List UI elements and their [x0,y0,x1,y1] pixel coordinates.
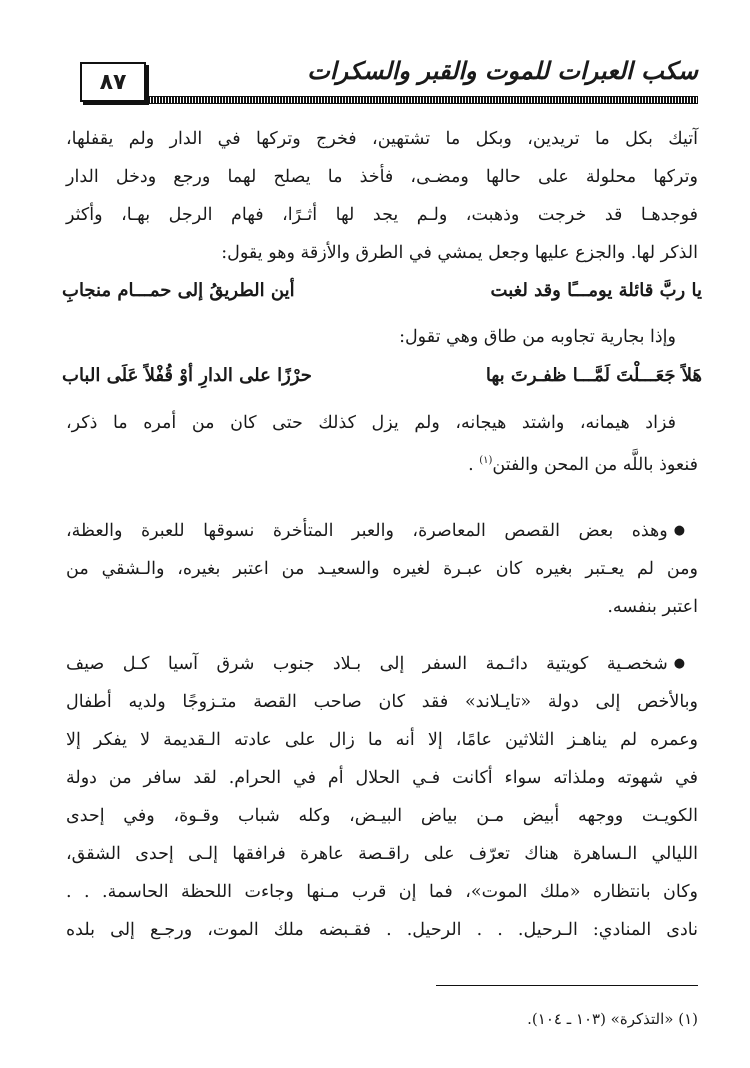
page-number: ٨٧ [80,62,146,102]
page-header [80,50,698,106]
text-line [66,512,698,550]
text-line: الكويـت ووجهه أبيض مـن بياض البيـض، وكله شباب وقـوة، وفي إحدى [66,806,698,826]
verse-1 [62,272,702,310]
text-line: ومن لم يعـتبر بغيره كان عبـرة لغيره والسعيـد من اعتبر بغيره، والـشقي من [66,559,698,579]
text-span: فنعوذ باللَّه من المحن والفتن [492,454,698,475]
verse-intro [66,318,698,356]
paragraph-2 [66,404,698,480]
paragraph-3 [66,512,698,626]
text-line: نادى المنادي: الـرحيل. . . الرحيل. . فقـبضه ملك الموت، ورجـع إلى بلده [66,920,698,940]
text-line: فزاد هيمانه، واشتد هيجانه، ولم يزل كذلك حتى كان من أمره ما ذكر، [66,413,676,433]
footnote: (١) «التذكرة» (١٠٣ ـ ١٠٤). [527,1010,698,1028]
text-line: الليالي الـساهرة هناك تعرّف على راقـصة عاهرة فرافقها إلـى إحدى الشقق، [66,844,698,864]
paragraph-4 [66,645,698,949]
footnote-rule [436,985,698,986]
verse-hemistich-second: حرْزًا على الدارِ أوْ قُفْلاً عَلَى الباب [62,365,312,386]
footnote-marker: (١) [479,455,493,466]
text-span: وهذه بعض القصص المعاصرة، والعبر المتأخرة نسوقها للعبرة والعظة، [66,521,668,541]
text-line: اعتبر بنفسه. [607,597,698,617]
text-span: . [468,454,480,475]
paragraph-1 [66,120,698,272]
text-line: فوجدهـا قد خرجت وذهبت، ولـم يجد لها أثـرًا، فهام الرجل بهـا، وأكثر [66,205,698,225]
verse-hemistich-first: هَلاً جَعَـــلْتَ لَمَّـــا ظفـرتَ بها [485,365,702,386]
text-line: وإذا بجارية تجاوبه من طاق وهي تقول: [399,327,676,347]
text-line: وكان بانتظاره «ملك الموت»، فما إن قرب مـنها وجاءت اللحظة الحاسمة. . . [66,882,698,902]
text-span: شخصـية كويتية دائـمة السفر إلى بـلاد جنوب شرق آسيا كـل صيف [66,654,668,674]
text-line: في شهوته وملذاته سواء أكانت فـي الحلال أم في الحرام. لقد سافر من دولة [66,768,698,788]
bullet-icon: ● [673,523,698,538]
verse-hemistich-second: أين الطريقُ إلى حمـــام منجابِ [62,280,295,301]
text-line: وتركها محلولة على حالها ومضـى، فأخذ ما يصلح لهما ورجع ودخل الدار [66,167,698,187]
text-line: وعمره لم يناهـز الثلاثين عامًا، إلا أنه ما زال على عادته الـقديمة لا يفكر إلا [66,730,698,750]
verse-2 [62,357,702,395]
verse-hemistich-first: يا ربَّ قائلة يومـــًا وقد لغبت [490,280,702,301]
running-title: سكب العبرات للموت والقبر والسكرات [307,56,698,85]
text-line: وبالأخص إلى دولة «تايـلاند» فقد كان صاحب القصة متـزوجًا ولديه أطفال [66,692,698,712]
text-line [66,442,698,480]
text-line: آتيك بكل ما تريدين، وبكل ما تشتهين، فخرج وتركها في الدار ولم يقفلها، [66,129,698,149]
bullet-icon: ● [673,656,699,671]
text-line [66,645,698,683]
header-rule [148,96,698,104]
text-line: الذكر لها. والجزع عليها وجعل يمشي في الطرق والأزقة وهو يقول: [221,243,698,263]
